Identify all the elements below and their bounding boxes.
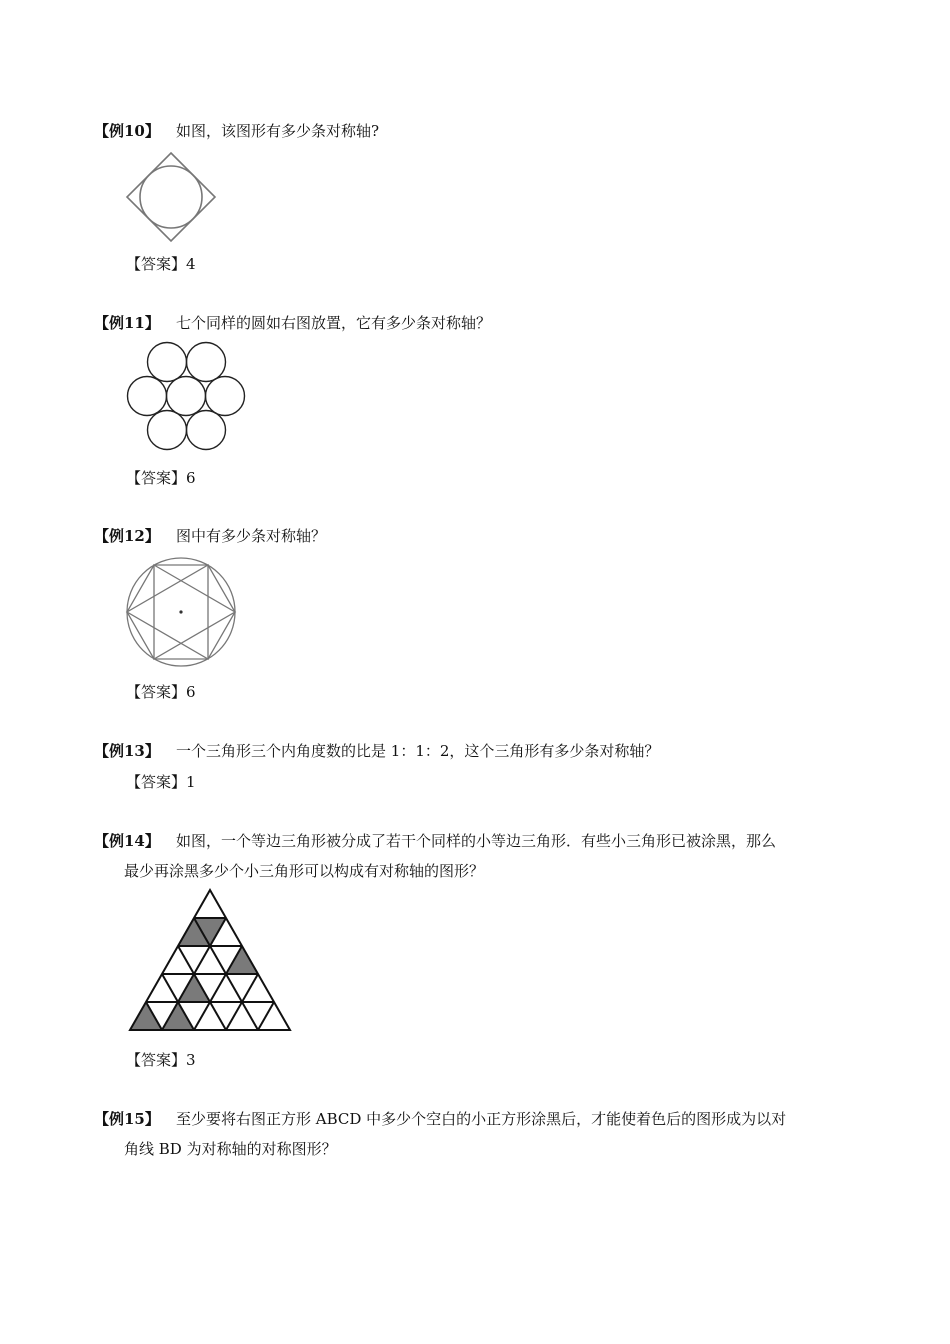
seven-circles-figure	[124, 340, 248, 452]
answer-value: 3	[186, 1051, 196, 1069]
answer-value: 6	[186, 683, 196, 701]
example-12-label: 【例12】	[94, 527, 160, 545]
example-15-label: 【例15】	[94, 1110, 160, 1128]
example-10-question: 如图，该图形有多少条对称轴?	[176, 122, 380, 140]
example-13-label: 【例13】	[94, 742, 160, 760]
answer-label: 【答案】	[126, 1051, 187, 1069]
answer-label: 【答案】	[126, 683, 187, 701]
answer-label: 【答案】	[126, 255, 187, 273]
example-14-question: 如图，一个等边三角形被分成了若干个同样的小等边三角形．有些小三角形已被涂黑，那么	[176, 832, 777, 850]
example-14-answer	[126, 1049, 196, 1070]
example-10-label: 【例10】	[94, 122, 160, 140]
example-12-question: 图中有多少条对称轴？	[176, 527, 327, 545]
triangle-grid-figure	[124, 886, 292, 1038]
answer-value: 4	[186, 255, 196, 273]
example-11-question: 七个同样的圆如右图放置，它有多少条对称轴？	[176, 314, 492, 332]
answer-value: 1	[186, 773, 196, 791]
example-11-label: 【例11】	[94, 314, 160, 332]
answer-value: 6	[186, 469, 196, 487]
circle-hexagram-figure	[122, 556, 240, 670]
example-13-question: 一个三角形三个内角度数的比是 1：1：2，这个三角形有多少条对称轴？	[176, 742, 660, 760]
example-13-answer	[126, 771, 196, 792]
example-14-question-line2: 最少再涂黑多少个小三角形可以构成有对称轴的图形？	[124, 862, 485, 880]
example-11-answer	[126, 467, 196, 488]
answer-label: 【答案】	[126, 469, 187, 487]
example-12-answer	[126, 681, 196, 702]
example-15-question-line2: 角线 BD 为对称轴的对称图形？	[124, 1140, 337, 1158]
example-10-answer	[126, 253, 196, 274]
square-circle-figure	[124, 150, 218, 244]
example-15-question: 至少要将右图正方形 ABCD 中多少个空白的小正方形涂黑后，才能使着色后的图形成为以对	[176, 1110, 787, 1128]
example-14-label: 【例14】	[94, 832, 160, 850]
answer-label: 【答案】	[126, 773, 187, 791]
